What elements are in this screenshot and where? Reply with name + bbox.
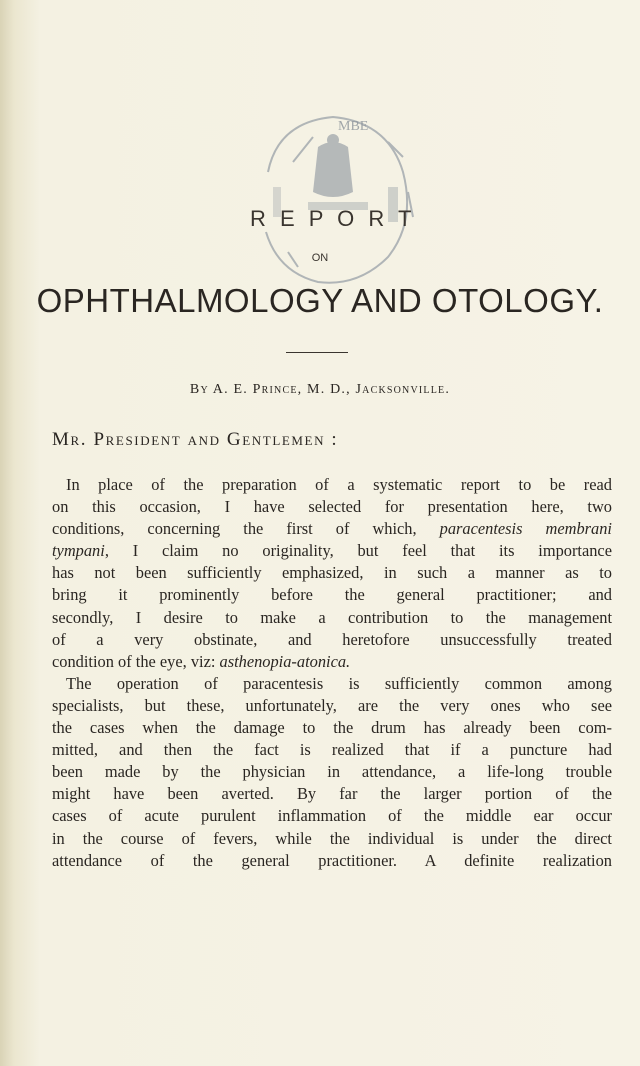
text-line: of a very obstinate, and heretofore unsuccessfully treated bbox=[52, 629, 612, 649]
text-line: The operation of paracentesis is sufficiently common among bbox=[66, 673, 612, 693]
text-line bbox=[52, 540, 612, 562]
text-line: attendance of the general practitioner. A definite realization bbox=[52, 850, 612, 870]
text-line: secondly, I desire to make a contribution to the management bbox=[52, 607, 612, 627]
page-title: OPHTHALMOLOGY AND OTOLOGY. bbox=[36, 282, 604, 319]
text-line: has not been sufficiently emphasized, in such a manner as to bbox=[52, 563, 612, 583]
text-line: been made by the physician in attendance, a life-long trouble bbox=[52, 762, 612, 782]
author-byline: By A. E. Prince, M. D., Jacksonville. bbox=[189, 382, 451, 397]
text-line: on this occasion, I have selected for presentation here, two bbox=[52, 497, 612, 517]
text-line: might have been averted. By far the larger portion of the bbox=[52, 784, 612, 804]
italic-term: asthenopia-atonica. bbox=[219, 651, 351, 671]
title-divider bbox=[286, 352, 348, 353]
text-line: mitted, and then the fact is realized that if a puncture had bbox=[52, 740, 612, 760]
text-line bbox=[52, 518, 612, 540]
text-line: In place of the preparation of a systematic report to be read bbox=[66, 475, 612, 494]
salutation: Mr. President and Gentlemen : bbox=[52, 429, 339, 450]
text-line: specialists, but these, unfortunately, are the very ones who see bbox=[52, 695, 612, 715]
body-text bbox=[52, 474, 612, 872]
library-stamp-seal bbox=[238, 92, 428, 302]
text-line: cases of acute purulent inflammation of the middle ear occur bbox=[52, 806, 612, 826]
svg-text:MBE: MBE bbox=[338, 119, 369, 134]
text-line: the cases when the damage to the drum has already been com- bbox=[52, 718, 612, 738]
text-line bbox=[52, 651, 612, 673]
report-heading: R E P O R T bbox=[250, 206, 416, 231]
text-fragment: , I claim no originality, but feel that its importance bbox=[104, 541, 612, 561]
text-line: in the course of fevers, while the individual is under the direct bbox=[52, 828, 612, 848]
text-fragment: condition of the eye, viz: bbox=[52, 651, 220, 671]
text-fragment: conditions, concerning the first of which, bbox=[52, 519, 440, 539]
on-word: ON bbox=[311, 252, 329, 264]
text-line: bring it prominently before the general practitioner; and bbox=[52, 585, 612, 605]
italic-term: tympani bbox=[52, 541, 105, 561]
italic-term: paracentesis membrani bbox=[439, 519, 612, 539]
